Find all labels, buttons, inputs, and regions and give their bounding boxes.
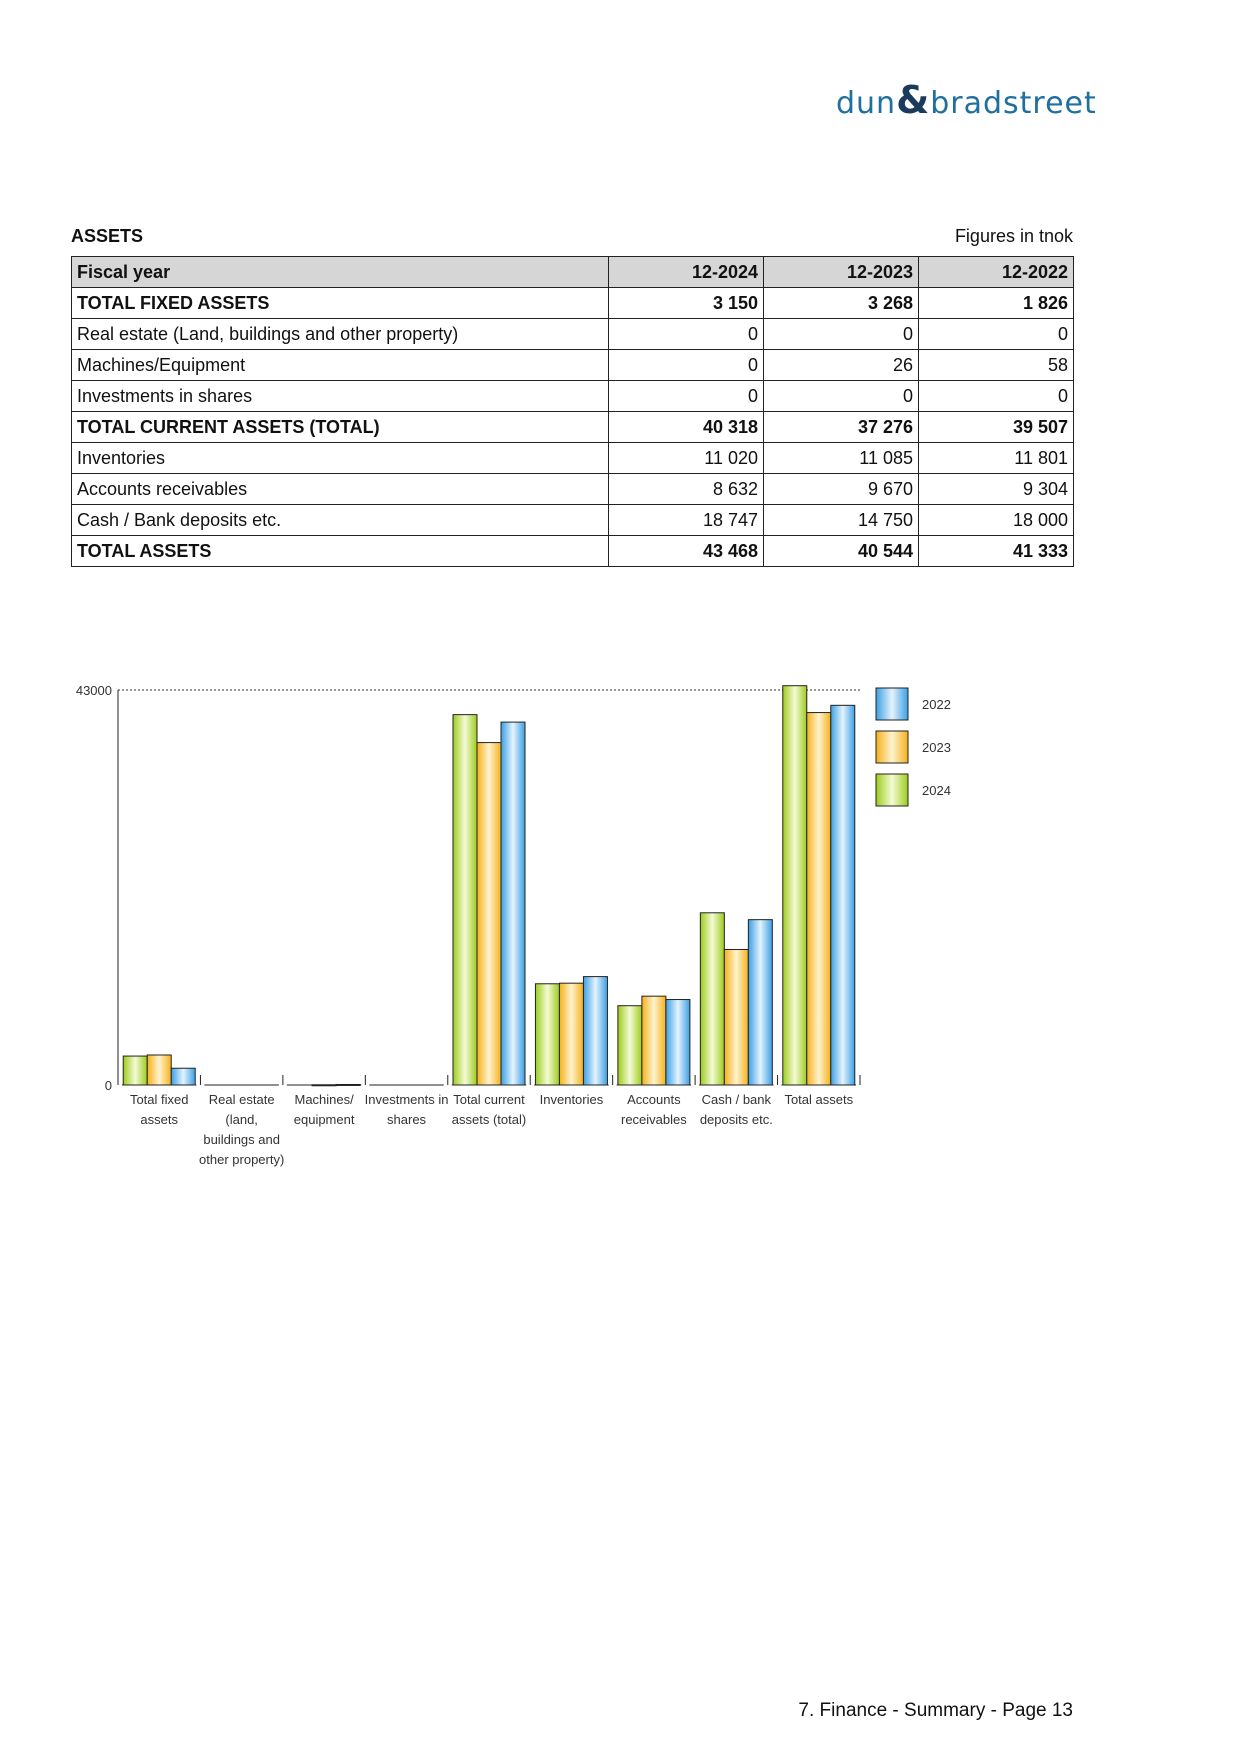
legend-swatch-2024 (876, 774, 908, 806)
row-value: 0 (609, 319, 764, 350)
x-tick-label: Accounts (627, 1092, 681, 1107)
header-2023: 12-2023 (764, 257, 919, 288)
legend-label-2023: 2023 (922, 740, 951, 755)
bar-2022 (666, 1000, 690, 1085)
row-value: 0 (764, 319, 919, 350)
x-tick-label: shares (387, 1112, 427, 1127)
row-value: 8 632 (609, 474, 764, 505)
bar-2022 (583, 977, 607, 1085)
table-row (72, 288, 1074, 319)
row-value: 3 268 (764, 288, 919, 319)
x-tick-label: other property) (199, 1152, 285, 1167)
bar-2022 (171, 1068, 195, 1085)
y-tick-label-max: 43000 (75, 683, 112, 698)
bar-2024 (453, 715, 477, 1085)
x-tick-label: Inventories (539, 1092, 604, 1107)
chart-legend (876, 688, 951, 806)
row-value: 1 826 (919, 288, 1074, 319)
bar-2023 (724, 950, 748, 1085)
y-tick-label-zero: 0 (104, 1078, 112, 1093)
row-value: 9 304 (919, 474, 1074, 505)
bar-2023 (559, 983, 583, 1085)
bar-2023 (807, 713, 831, 1085)
header-fiscal-year: Fiscal year (72, 257, 609, 288)
row-label: Cash / Bank deposits etc. (72, 505, 609, 536)
bar-2022 (748, 920, 772, 1085)
legend-swatch-2023 (876, 731, 908, 763)
row-value: 18 000 (919, 505, 1074, 536)
units-label: Figures in tnok (954, 226, 1073, 246)
x-tick-label: assets (total) (451, 1112, 527, 1127)
bar-2024 (618, 1006, 642, 1085)
logo-dun: dun (836, 86, 897, 121)
bar-2023 (312, 1085, 336, 1086)
table-row (72, 505, 1074, 536)
assets-bar-chart (70, 680, 1090, 1240)
row-value: 39 507 (919, 412, 1074, 443)
bar-2024 (783, 686, 807, 1085)
row-value: 9 670 (764, 474, 919, 505)
x-tick-label: Total assets (784, 1092, 854, 1107)
row-value: 58 (919, 350, 1074, 381)
table-row (72, 474, 1074, 505)
row-value: 0 (919, 319, 1074, 350)
row-label: TOTAL ASSETS (72, 536, 609, 567)
legend-label-2022: 2022 (922, 697, 951, 712)
x-tick-label: Machines/ (294, 1092, 354, 1107)
logo-ampersand: & (896, 78, 931, 122)
bar-2024 (535, 984, 559, 1085)
x-tick-label: receivables (621, 1112, 687, 1127)
row-value: 43 468 (609, 536, 764, 567)
header-2024: 12-2024 (609, 257, 764, 288)
assets-table (71, 256, 1074, 567)
dun-bradstreet-logo (836, 78, 1097, 122)
x-tick-label: equipment (293, 1112, 355, 1127)
table-row (72, 443, 1074, 474)
row-label: Real estate (Land, buildings and other property) (72, 319, 609, 350)
table-row (72, 350, 1074, 381)
row-label: TOTAL CURRENT ASSETS (TOTAL) (72, 412, 609, 443)
table-row (72, 319, 1074, 350)
x-tick-label: assets (140, 1112, 179, 1127)
row-value: 37 276 (764, 412, 919, 443)
x-tick-label: Investments in (364, 1092, 449, 1107)
row-value: 11 801 (919, 443, 1074, 474)
row-value: 0 (609, 350, 764, 381)
row-value: 41 333 (919, 536, 1074, 567)
table-body (72, 288, 1074, 567)
row-label: Accounts receivables (72, 474, 609, 505)
x-tick-label: Total current (453, 1092, 525, 1107)
chart-bars (123, 686, 855, 1086)
x-tick-label: (land, (225, 1112, 258, 1127)
row-label: Inventories (72, 443, 609, 474)
row-label: Machines/Equipment (72, 350, 609, 381)
bar-2022 (831, 705, 855, 1085)
bar-2023 (147, 1055, 171, 1085)
row-value: 0 (919, 381, 1074, 412)
row-value: 40 318 (609, 412, 764, 443)
page-footer: 7. Finance - Summary - Page 13 (798, 1700, 1073, 1721)
chart-category-labels (130, 1092, 854, 1167)
table-row (72, 381, 1074, 412)
bar-2022 (501, 722, 525, 1085)
bar-2023 (477, 743, 501, 1085)
row-value: 14 750 (764, 505, 919, 536)
row-value: 18 747 (609, 505, 764, 536)
x-tick-label: buildings and (203, 1132, 280, 1147)
section-title: ASSETS (71, 226, 144, 246)
table-row (72, 536, 1074, 567)
x-tick-label: Total fixed (129, 1092, 189, 1107)
logo-text (836, 78, 1097, 122)
row-value: 0 (609, 381, 764, 412)
bar-2024 (123, 1056, 147, 1085)
legend-swatch-2022 (876, 688, 908, 720)
header-2022: 12-2022 (919, 257, 1074, 288)
logo-bradstreet: bradstreet (930, 86, 1097, 121)
legend-label-2024: 2024 (922, 783, 951, 798)
x-tick-label: Real estate (208, 1092, 275, 1107)
x-tick-label: deposits etc. (699, 1112, 773, 1127)
x-tick-label: Cash / bank (701, 1092, 772, 1107)
table-header-row (72, 257, 1074, 288)
row-value: 11 085 (764, 443, 919, 474)
row-label: Investments in shares (72, 381, 609, 412)
bar-2024 (700, 913, 724, 1085)
bar-2022 (336, 1084, 360, 1085)
row-label: TOTAL FIXED ASSETS (72, 288, 609, 319)
bar-2023 (642, 996, 666, 1085)
row-value: 40 544 (764, 536, 919, 567)
row-value: 0 (764, 381, 919, 412)
row-value: 11 020 (609, 443, 764, 474)
row-value: 3 150 (609, 288, 764, 319)
table-row (72, 412, 1074, 443)
row-value: 26 (764, 350, 919, 381)
